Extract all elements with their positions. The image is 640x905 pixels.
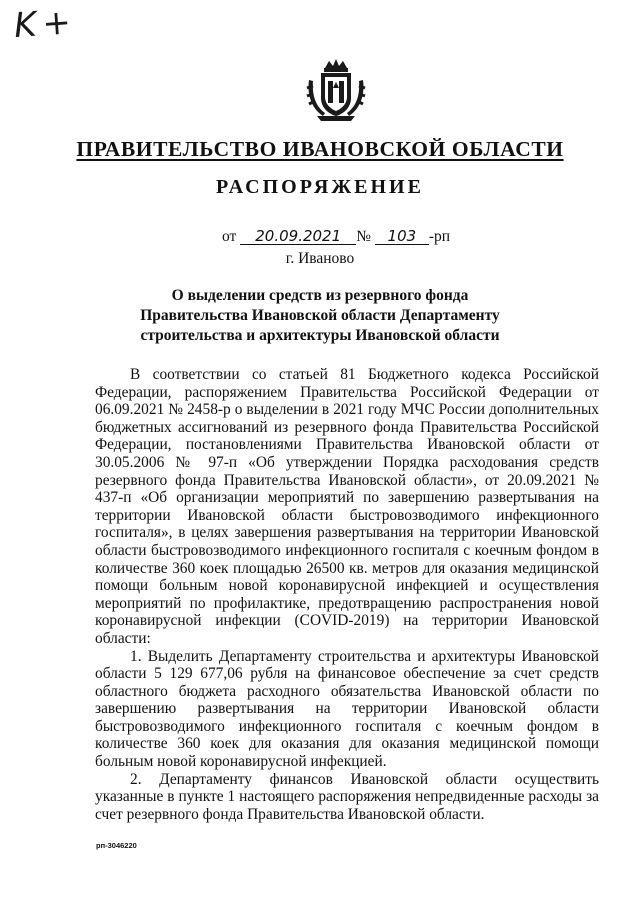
handwritten-date: 20.09.2021 [240,229,356,245]
subject-line: Правительства Ивановской области Департаменту [140,307,500,324]
document-body [95,366,599,823]
document-type: РАСПОРЯЖЕНИЕ [216,176,424,198]
handwritten-corner-mark: K+ [12,1,79,47]
number-sign: № [356,228,371,245]
subject-line: строительства и архитектуры Ивановской области [140,327,500,344]
handwritten-number: 103 [375,229,429,245]
item-2-paragraph: 2. Департаменту финансов Ивановской области осуществить указанные в пункте 1 настоящего распоряжения непредвиденные расходы за счет резервного фонда Правительства Ивановской области. [95,770,599,823]
subject-line: О выделении средств из резервного фонда [171,287,469,304]
preamble-paragraph: В соответствии со статьей 81 Бюджетного кодекса Российской Федерации, распоряжением Правительства Российской Федерации от 06.09.2021 № 2458-р о выделении в 2021 году МЧС России дополнительных бюджетных ассигнований из резервного фонда Правительства Российской Федерации, постановлениями Правительства Ивановской области от 30.05.2006 № 97-п «Об утверждении Порядка расходования средств резервного фонда Правительства Ивановской области», от 20.09.2021 № 437-п «Об организации мероприятий по завершению развертывания на территории Ивановской области быстровозводимого инфекционного госпиталя», в целях завершения развертывания на территории Ивановской области быстровозводимого инфекционного госпиталя с коечным фондом в количестве 360 коек площадью 26500 кв. метров для оказания медицинской помощи больным новой коронавирусной инфекцией и осуществления мероприятий по профилактике, предотвращению распространения новой коронавирусной инфекции (COVID-2019) на территории Ивановской области: [95,366,599,647]
document-subject [0,286,640,346]
item-1-paragraph: 1. Выделить Департаменту строительства и архитектуры Ивановской области 5 129 677,06 рубля на финансовое обеспечение за счет средств областного бюджета расходного обязательства Ивановской области по завершению развертывания на территории Ивановской области быстровозводимого инфекционного госпиталя с коечным фондом в количестве 360 коек для оказания для оказания медицинской помощи больным новой коронавирусной инфекцией. [95,647,599,771]
city: г. Иваново [285,250,355,267]
coat-of-arms-icon [303,58,369,122]
government-title: ПРАВИТЕЛЬСТВО ИВАНОВСКОЙ ОБЛАСТИ [76,137,564,161]
footer-code: рп-3046220 [96,841,137,850]
number-suffix: -рп [428,228,451,245]
date-prefix: от [222,228,237,245]
date-number-line [222,228,450,246]
